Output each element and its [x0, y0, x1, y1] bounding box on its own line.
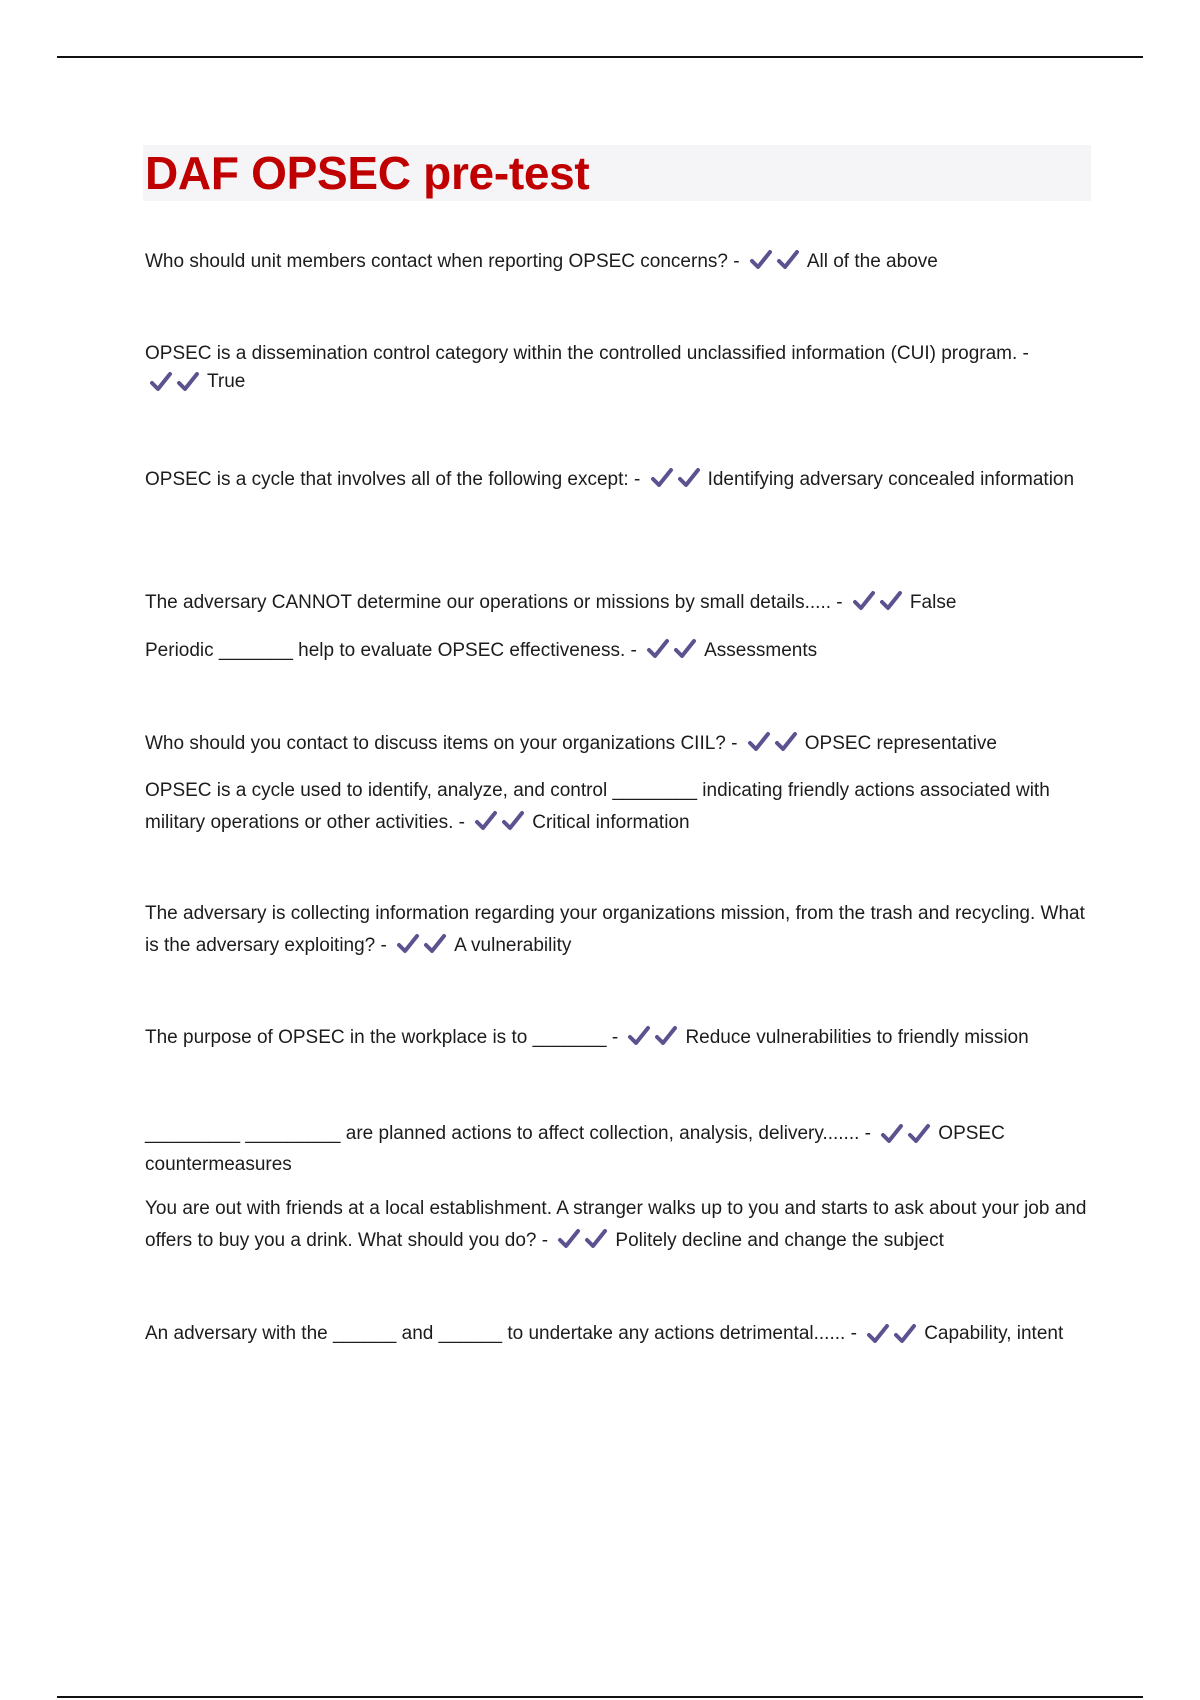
qa-item-9 — [145, 1022, 1090, 1057]
answer-text: False — [909, 592, 957, 613]
answer-text: Reduce vulnerabilities to friendly mission — [685, 1027, 1029, 1048]
check-icon — [423, 933, 447, 955]
double-check-mark — [747, 731, 801, 763]
answer-text: A vulnerability — [454, 935, 572, 956]
qa-item-8 — [145, 898, 1090, 965]
check-icon — [557, 1228, 581, 1250]
answer-text: Politely decline and change the subject — [615, 1230, 944, 1251]
bottom-rule — [57, 1696, 1143, 1698]
check-icon — [880, 1123, 904, 1145]
question-text: An adversary with the ______ and ______ to undertake any actions detrimental...... — [145, 1323, 846, 1344]
question-text: _________ _________ are planned actions to affect collection, analysis, delivery....... — [145, 1123, 860, 1144]
double-check-mark — [749, 249, 803, 281]
qa-item-7 — [145, 775, 1090, 842]
answer-text: OPSEC representative — [804, 733, 997, 754]
qa-item-2 — [145, 340, 1090, 399]
separator: - — [606, 1027, 624, 1048]
check-icon — [474, 810, 498, 832]
qa-item-5 — [145, 635, 1090, 670]
answer-text: All of the above — [806, 251, 938, 272]
separator: - — [725, 733, 743, 754]
separator: - — [536, 1230, 554, 1251]
qa-item-3 — [145, 464, 1090, 499]
double-check-mark — [627, 1025, 681, 1057]
question-text: OPSEC is a cycle that involves all of the following except: — [145, 469, 629, 490]
question-text: OPSEC is a cycle used to identify, analyze, and control ________ indicating friendly actions associated with military operations or other activities. — [145, 780, 1050, 833]
check-icon — [879, 590, 903, 612]
question-text: Periodic _______ help to evaluate OPSEC effectiveness. — [145, 640, 626, 661]
qa-item-11 — [145, 1193, 1090, 1260]
question-text: The adversary is collecting information regarding your organizations mission, from the trash and recycling. What is the adversary exploiting? — [145, 903, 1085, 956]
double-check-mark — [396, 933, 450, 965]
check-icon — [866, 1323, 890, 1345]
qa-item-12 — [145, 1320, 1090, 1351]
answer-text: OPSEC countermeasures — [145, 1123, 1005, 1175]
double-check-mark — [474, 810, 528, 842]
double-check-mark — [866, 1323, 920, 1351]
check-icon — [907, 1123, 931, 1145]
document-title: DAF OPSEC pre-test — [145, 147, 590, 199]
question-text: The purpose of OPSEC in the workplace is to _______ — [145, 1027, 607, 1048]
separator: - — [375, 935, 393, 956]
check-icon — [176, 371, 200, 393]
check-icon — [627, 1025, 651, 1047]
qa-item-10 — [145, 1120, 1090, 1179]
check-icon — [646, 638, 670, 660]
check-icon — [677, 467, 701, 489]
check-icon — [774, 731, 798, 753]
check-icon — [650, 467, 674, 489]
qa-item-4 — [145, 587, 1090, 622]
check-icon — [501, 810, 525, 832]
question-text: The adversary CANNOT determine our operations or missions by small details..... — [145, 592, 832, 613]
separator: - — [453, 812, 471, 833]
separator: - — [625, 640, 643, 661]
answer-text: Capability, intent — [924, 1323, 1064, 1344]
double-check-mark — [852, 590, 906, 622]
check-icon — [776, 249, 800, 271]
check-icon — [584, 1228, 608, 1250]
check-icon — [654, 1025, 678, 1047]
answer-text: Critical information — [532, 812, 690, 833]
check-icon — [149, 371, 173, 393]
answer-text: True — [207, 371, 246, 392]
check-icon — [747, 731, 771, 753]
answer-text: Identifying adversary concealed information — [707, 469, 1075, 490]
top-rule — [57, 56, 1143, 58]
check-icon — [749, 249, 773, 271]
double-check-mark — [880, 1123, 934, 1151]
separator: - — [1017, 343, 1029, 364]
question-text: You are out with friends at a local establishment. A stranger walks up to you and starts to ask about your job and offers to buy you a drink. What should you do? — [145, 1198, 1087, 1251]
separator: - — [859, 1123, 877, 1144]
separator: - — [628, 469, 646, 490]
check-icon — [673, 638, 697, 660]
qa-item-1 — [145, 246, 1090, 281]
question-text: Who should you contact to discuss items on your organizations CIIL? — [145, 733, 726, 754]
separator: - — [727, 251, 745, 272]
question-text: OPSEC is a dissemination control category within the controlled unclassified information (CUI) program. — [145, 343, 1018, 364]
double-check-mark — [646, 638, 700, 670]
check-icon — [893, 1323, 917, 1345]
double-check-mark — [557, 1228, 611, 1260]
double-check-mark — [149, 371, 203, 399]
double-check-mark — [650, 467, 704, 499]
check-icon — [396, 933, 420, 955]
check-icon — [852, 590, 876, 612]
separator: - — [831, 592, 848, 613]
answer-text: Assessments — [704, 640, 818, 661]
qa-item-6 — [145, 728, 1090, 763]
separator: - — [845, 1323, 863, 1344]
question-text: Who should unit members contact when reporting OPSEC concerns? — [145, 251, 728, 272]
